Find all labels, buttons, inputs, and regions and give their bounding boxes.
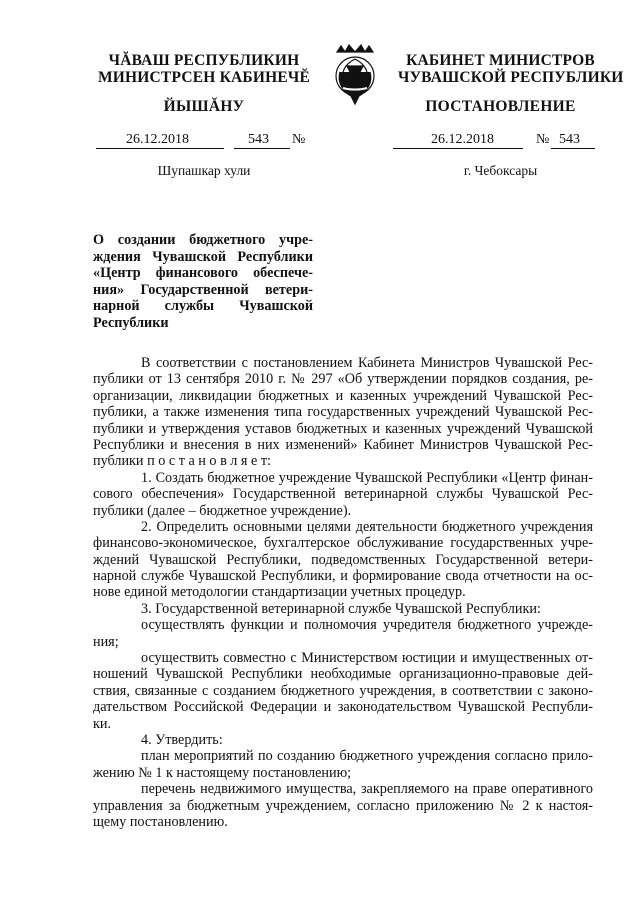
body-line: публики, а также изменения типа государственных учреждений Чувашской Рес- bbox=[93, 404, 593, 421]
header-left-line-2: МИНИСТРСЕН КАБИНЕЧĔ bbox=[97, 69, 311, 86]
body-line: финансово-экономическое, бухгалтерское обслуживание государственных учре- bbox=[93, 535, 593, 552]
header-left-chuvash bbox=[90, 52, 318, 86]
header-right-line-2: ЧУВАШСКОЙ РЕСПУБЛИКИ bbox=[398, 69, 624, 86]
doctype-left: ЙЫШĂНУ bbox=[163, 98, 245, 115]
body-line: план мероприятий по созданию бюджетного учреждения согласно прило- bbox=[141, 748, 593, 765]
body-line: организации, ликвидации бюджетных и казенных учреждений Чувашской Рес- bbox=[93, 387, 593, 404]
date-left: 26.12.2018 bbox=[126, 132, 189, 147]
subject-line-5: нарной службы Чувашской bbox=[93, 298, 313, 314]
body-line: 2. Определить основными целями деятельности бюджетного учреждения bbox=[141, 518, 593, 535]
subject-line-1: О создании бюджетного учре- bbox=[93, 232, 313, 248]
body-line: 3. Государственной ветеринарной службе Чувашской Республики: bbox=[141, 600, 541, 617]
header-right-russian bbox=[398, 52, 624, 86]
body-line: публики от 13 сентября 2010 г. № 297 «Об утверждении порядков создания, ре- bbox=[93, 371, 593, 388]
body-line: осуществить совместно с Министерством юстиции и имущественных от- bbox=[141, 650, 593, 667]
body-line: ждений Чувашской Республики, подведомственных Государственной ветери- bbox=[93, 551, 593, 568]
body-line: жению № 1 к настоящему постановлению; bbox=[93, 764, 352, 781]
body-line: 1. Создать бюджетное учреждение Чувашской Республики «Центр финан- bbox=[141, 469, 593, 486]
subject-line-3: «Центр финансового обеспече- bbox=[93, 265, 313, 281]
chuvash-emblem-icon bbox=[327, 42, 383, 106]
body-line: нарной службе Чувашской Республики, и формирование свода отчетности на ос- bbox=[93, 568, 593, 585]
date-number-left bbox=[96, 132, 321, 150]
body-line: публики п о с т а н о в л я е т: bbox=[93, 453, 271, 470]
number-right: 543 bbox=[559, 132, 580, 147]
place-right: г. Чебоксары bbox=[463, 163, 538, 178]
body-line: Республики и внесения в них изменений» Кабинет Министров Чувашской Рес- bbox=[93, 436, 593, 453]
body-line: управления за бюджетным учреждением, согласно приложению № 2 к настоя- bbox=[93, 797, 593, 814]
body-line: сового обеспечения» Государственной ветеринарной службы Чувашской Рес- bbox=[93, 486, 593, 503]
subject-line-2: ждения Чувашской Республики bbox=[93, 248, 313, 265]
doctype-right: ПОСТАНОВЛЕНИЕ bbox=[425, 98, 576, 115]
body-line: дательством Российской Федерации и законодательством Чувашской Республи- bbox=[93, 699, 593, 716]
date-right: 26.12.2018 bbox=[431, 132, 494, 147]
body-line: публики (далее – бюджетное учреждение). bbox=[93, 502, 352, 519]
number-left: 543 bbox=[248, 132, 269, 147]
body-line: ствия, связанные с созданием бюджетного учреждения, в соответствии с законо- bbox=[93, 682, 593, 699]
body-line: нове единой методологии стандартизации учетных процедур. bbox=[93, 584, 466, 601]
body-line: осуществлять функции и полномочия учредителя бюджетного учрежде- bbox=[141, 617, 593, 634]
place-left: Шупашкар хули bbox=[157, 163, 251, 178]
document-body bbox=[93, 355, 593, 830]
header-left-line-1: ЧĂВАШ РЕСПУБЛИКИН bbox=[108, 52, 300, 69]
subject-line-4: ния» Государственной ветери- bbox=[93, 281, 313, 298]
body-line: В соответствии с постановлением Кабинета Министров Чувашской Рес- bbox=[141, 355, 593, 371]
body-line: 4. Утвердить: bbox=[141, 731, 223, 748]
number-sign-right: № bbox=[536, 132, 550, 147]
date-number-right bbox=[393, 132, 603, 150]
subject-line-6: Республики bbox=[93, 314, 169, 331]
body-line: ношений Чувашской Республики необходимые организационно-правовые дей- bbox=[93, 666, 593, 683]
body-line: перечень недвижимого имущества, закрепляемого на праве оперативного bbox=[141, 781, 593, 798]
number-sign-left: № bbox=[292, 132, 306, 147]
header-right-line-1: КАБИНЕТ МИНИСТРОВ bbox=[406, 52, 595, 69]
subject-title bbox=[93, 232, 313, 331]
body-line: публики и утверждения уставов бюджетных и казенных учреждений Чувашской bbox=[93, 420, 593, 437]
body-line: ки. bbox=[93, 715, 112, 732]
body-line: ния; bbox=[93, 633, 119, 650]
body-line: щему постановлению. bbox=[93, 813, 228, 830]
